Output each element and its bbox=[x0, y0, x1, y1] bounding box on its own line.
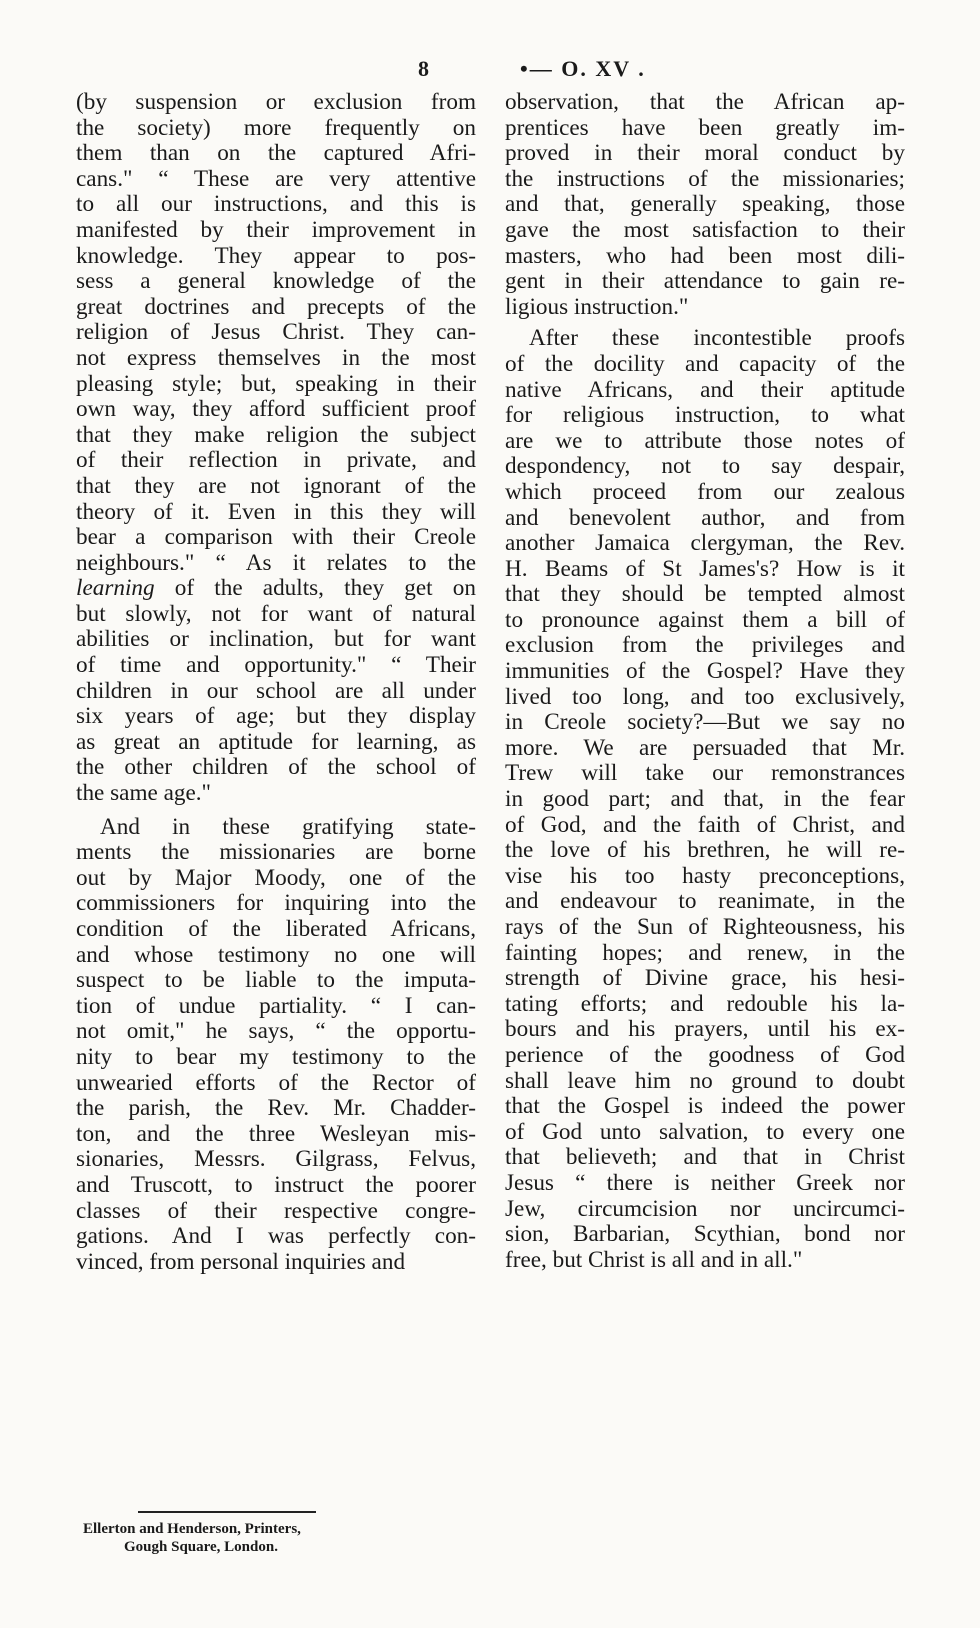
text-line: the love of his brethren, he will re- bbox=[505, 837, 905, 864]
text-line: and Truscott, to instruct the poorer bbox=[76, 1171, 476, 1198]
text-line: sion, Barbarian, Scythian, bond nor bbox=[505, 1221, 905, 1248]
text-line: After these incontestible proofs bbox=[529, 325, 905, 352]
text-line: condition of the liberated Africans, bbox=[76, 916, 476, 942]
text-line: gations. And I was perfectly con- bbox=[76, 1223, 476, 1250]
text-line: children in our school are all under bbox=[76, 677, 476, 704]
text-line: Jesus “ there is neither Greek nor bbox=[505, 1169, 905, 1196]
text-line: Trew will take our remonstrances bbox=[505, 760, 905, 787]
text-line: the parish, the Rev. Mr. Chadder- bbox=[76, 1095, 476, 1122]
text-line: that they should be tempted almost bbox=[505, 581, 905, 608]
text-line: not omit," he says, “ the opportu- bbox=[76, 1018, 476, 1045]
text-line: classes of their respective congre- bbox=[76, 1197, 476, 1224]
footer-rule bbox=[138, 1511, 316, 1513]
text-line: to pronounce against them a bill of bbox=[505, 606, 905, 633]
text-line: masters, who had been most dili- bbox=[505, 242, 905, 269]
text-line: despondency, not to say despair, bbox=[505, 453, 905, 480]
text-line: strength of Divine grace, his hesi- bbox=[505, 965, 905, 992]
page-header bbox=[0, 56, 980, 86]
text-line: Jew, circumcision nor uncircumci- bbox=[505, 1195, 905, 1222]
text-line: free, but Christ is all and in all." bbox=[505, 1246, 803, 1273]
text-line: lived too long, and too exclusively, bbox=[505, 683, 905, 710]
text-line: rays of the Sun of Righteousness, his bbox=[505, 914, 905, 940]
text-line: neighbours." “ As it relates to the bbox=[76, 549, 476, 576]
text-line: as great an aptitude for learning, as bbox=[76, 728, 476, 755]
text-line: of God unto salvation, to every one bbox=[505, 1118, 905, 1145]
text-line: (by suspension or exclusion from bbox=[76, 89, 476, 115]
text-line: gent in their attendance to gain re- bbox=[505, 268, 905, 295]
text-line: immunities of the Gospel? Have they bbox=[505, 658, 905, 685]
text-line: religion of Jesus Christ. They can- bbox=[76, 319, 476, 346]
printer-address: Gough Square, London. bbox=[124, 1539, 278, 1555]
text-line: sionaries, Messrs. Gilgrass, Felvus, bbox=[76, 1146, 476, 1173]
text-line: nity to bear my testimony to the bbox=[76, 1043, 476, 1070]
text-line: ments the missionaries are borne bbox=[76, 839, 476, 866]
text-line: the society) more frequently on bbox=[76, 114, 476, 141]
text-line: six years of age; but they display bbox=[76, 703, 476, 730]
text-line: fainting hopes; and renew, in the bbox=[505, 939, 905, 966]
text-line: prentices have been greatly im- bbox=[505, 114, 905, 141]
left-text-column bbox=[76, 90, 476, 1275]
text-line: bear a comparison with their Creole bbox=[76, 524, 476, 551]
text-line: in good part; and that, in the fear bbox=[505, 786, 905, 813]
text-line: of their reflection in private, and bbox=[76, 447, 476, 474]
text-line: that they make religion the subject bbox=[76, 421, 476, 448]
text-line: abilities or inclination, but for want bbox=[76, 626, 476, 653]
text-line: in Creole society?—But we say no bbox=[505, 709, 905, 736]
text-line: the instructions of the missionaries; bbox=[505, 165, 905, 192]
text-line: theory of it. Even in this they will bbox=[76, 498, 476, 525]
text-line: great doctrines and precepts of the bbox=[76, 293, 476, 320]
text-line: which proceed from our zealous bbox=[505, 478, 905, 505]
text-line: suspect to be liable to the imputa- bbox=[76, 967, 476, 994]
page-number: 8 bbox=[418, 56, 429, 81]
text-line: tion of undue partiality. “ I can- bbox=[76, 992, 476, 1019]
text-line: to all our instructions, and this is bbox=[76, 191, 476, 218]
text-line: that believeth; and that in Christ bbox=[505, 1144, 905, 1171]
text-line: sess a general knowledge of the bbox=[76, 268, 476, 295]
text-line: pleasing style; but, speaking in their bbox=[76, 370, 476, 397]
text-line: gave the most satisfaction to their bbox=[505, 216, 905, 243]
text-line: them than on the captured Afri- bbox=[76, 140, 476, 167]
text-line: commissioners for inquiring into the bbox=[76, 890, 476, 917]
text-line: And in these gratifying state- bbox=[100, 813, 476, 840]
text-line: proved in their moral conduct by bbox=[505, 140, 905, 167]
text-line: are we to attribute those notes of bbox=[505, 427, 905, 454]
text-line: but slowly, not for want of natural bbox=[76, 600, 476, 627]
text-line: of the docility and capacity of the bbox=[505, 350, 905, 377]
text-line: for religious instruction, to what bbox=[505, 402, 905, 429]
text-line: and endeavour to reanimate, in the bbox=[505, 888, 905, 915]
text-line: observation, that the African ap- bbox=[505, 89, 905, 115]
right-text-column bbox=[505, 90, 905, 1273]
text-line: ligious instruction." bbox=[505, 293, 689, 320]
section-mark: •— O. XV . bbox=[520, 56, 646, 81]
text-line: the other children of the school of bbox=[76, 754, 476, 781]
text-line: and that, generally speaking, those bbox=[505, 191, 905, 218]
text-line: exclusion from the privileges and bbox=[505, 632, 905, 659]
text-line: vise his too hasty preconceptions, bbox=[505, 862, 905, 889]
text-line: unwearied efforts of the Rector of bbox=[76, 1069, 476, 1096]
text-line: bours and his prayers, until his ex- bbox=[505, 1016, 905, 1043]
text-line: more. We are persuaded that Mr. bbox=[505, 734, 905, 761]
text-line: perience of the goodness of God bbox=[505, 1041, 905, 1068]
text-line: native Africans, and their aptitude bbox=[505, 376, 905, 403]
text-line: of time and opportunity." “ Their bbox=[76, 652, 476, 679]
text-line: knowledge. They appear to pos- bbox=[76, 242, 476, 269]
text-line: not express themselves in the most bbox=[76, 344, 476, 371]
text-line: the same age." bbox=[76, 780, 212, 807]
text-line: that the Gospel is indeed the power bbox=[505, 1093, 905, 1120]
text-line: shall leave him no ground to doubt bbox=[505, 1067, 905, 1094]
printer-name: Ellerton and Henderson, Printers, bbox=[83, 1521, 301, 1537]
text-line: that they are not ignorant of the bbox=[76, 472, 476, 499]
text-line: of God, and the faith of Christ, and bbox=[505, 811, 905, 838]
text-line: H. Beams of St James's? How is it bbox=[505, 555, 905, 582]
text-line: ton, and the three Wesleyan mis- bbox=[76, 1120, 476, 1147]
text-line: manifested by their improvement in bbox=[76, 216, 476, 243]
text-line: and whose testimony no one will bbox=[76, 941, 476, 968]
text-line: learning of the adults, they get on bbox=[76, 575, 476, 602]
text-line: another Jamaica clergyman, the Rev. bbox=[505, 530, 905, 557]
text-line: and benevolent author, and from bbox=[505, 504, 905, 531]
text-line: vinced, from personal inquiries and bbox=[76, 1248, 406, 1275]
text-line: cans." “ These are very attentive bbox=[76, 165, 476, 192]
text-line: tating efforts; and redouble his la- bbox=[505, 990, 905, 1017]
text-line: own way, they afford sufficient proof bbox=[76, 396, 476, 423]
text-line: out by Major Moody, one of the bbox=[76, 864, 476, 891]
